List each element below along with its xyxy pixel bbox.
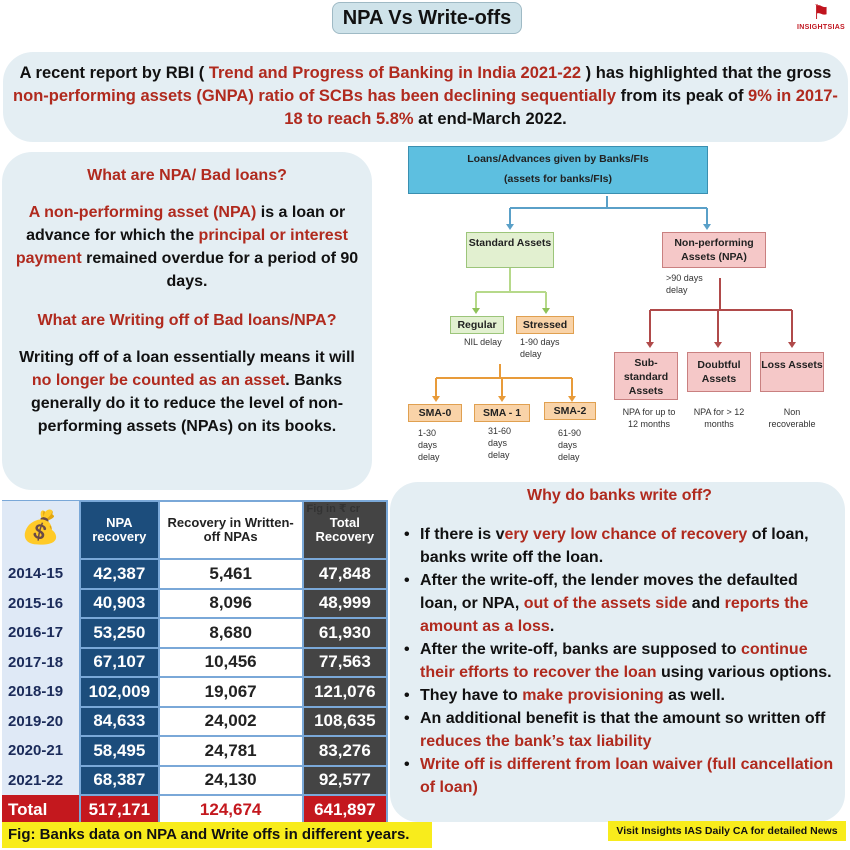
money-bag-icon: 💰 (2, 501, 80, 559)
why-heading: Why do banks write off? (527, 487, 712, 504)
sma1-note: 31-60 days delay (488, 426, 512, 460)
npa-recovery-cell: 40,903 (80, 589, 159, 619)
item-text: An additional benefit is that the amount so written off (420, 710, 826, 727)
npa-definition (8, 201, 366, 293)
total-recovery-cell: 61,930 (303, 618, 387, 648)
year-cell: 2017-18 (2, 648, 80, 678)
total-recovery: 641,897 (303, 795, 387, 825)
written-off-recovery-cell: 24,130 (159, 766, 303, 796)
written-off-recovery-cell: 10,456 (159, 648, 303, 678)
writeoff-definition (8, 346, 366, 438)
npa-recovery-cell: 58,495 (80, 736, 159, 766)
year-cell: 2020-21 (2, 736, 80, 766)
header-written-off-recovery: Recovery in Written-off NPAs (159, 501, 303, 559)
page-title: NPA Vs Write-offs (332, 2, 522, 34)
item-highlight: out of the assets side (523, 595, 688, 612)
table-total-row (2, 795, 387, 825)
npa-recovery-cell: 84,633 (80, 707, 159, 737)
sma0-note: 1-30 days delay (418, 428, 440, 462)
list-item (400, 569, 839, 638)
def-text: is a loan or advance for which the (26, 204, 346, 244)
stressed-note: 1-90 days delay (520, 337, 560, 359)
reasons-list (400, 523, 839, 799)
item-highlight: ery very low chance of recovery (504, 526, 748, 543)
total-recovery-cell: 48,999 (303, 589, 387, 619)
item-highlight: make provisioning (522, 687, 664, 704)
sma0-box: SMA-0 (408, 404, 462, 422)
year-cell: 2021-22 (2, 766, 80, 796)
loss-box: Loss Assets (760, 352, 824, 392)
list-item (400, 707, 839, 753)
total-recovery-cell: 83,276 (303, 736, 387, 766)
total-recovery-cell: 121,076 (303, 677, 387, 707)
substandard-note: NPA for up to 12 months (622, 407, 676, 429)
npa-recovery-cell: 42,387 (80, 559, 159, 589)
logo-text: INSIGHTSIAS (796, 24, 846, 31)
stressed-box: Stressed (516, 316, 574, 334)
written-off-recovery-cell: 19,067 (159, 677, 303, 707)
year-cell: 2016-17 (2, 618, 80, 648)
sma2-box: SMA-2 (544, 402, 596, 420)
npa-recovery-cell: 67,107 (80, 648, 159, 678)
regular-note: NIL delay (464, 337, 502, 347)
table-row (2, 618, 387, 648)
total-label: Total (2, 795, 80, 825)
item-text: using various options. (656, 664, 832, 681)
table-row (2, 707, 387, 737)
table-row (2, 559, 387, 589)
table-row (2, 648, 387, 678)
year-cell: 2019-20 (2, 707, 80, 737)
npa-note: >90 days delay (666, 273, 703, 295)
table-row (2, 766, 387, 796)
year-cell: 2015-16 (2, 589, 80, 619)
intro-text: at end-March 2022. (413, 110, 567, 128)
item-text: If there is v (420, 526, 505, 543)
wo-text: . Banks generally do it to reduce the level of non-performing assets (NPAs) on its books. (30, 372, 344, 435)
insights-logo (795, 2, 847, 42)
list-item (400, 753, 839, 799)
header-npa-recovery: NPA recovery (80, 501, 159, 559)
total-recovery-cell: 47,848 (303, 559, 387, 589)
item-text: After the write-off, the lender moves the defaulted loan, or NPA, (420, 572, 798, 612)
wo-highlight: no longer be counted as an asset (31, 372, 286, 389)
loans-advances-box (408, 146, 708, 194)
total-npa-recovery: 517,171 (80, 795, 159, 825)
item-highlight: continue their efforts to recover the loan (420, 641, 808, 681)
written-off-recovery-cell: 8,096 (159, 589, 303, 619)
item-highlight: reduces the bank’s tax liability (420, 733, 652, 750)
total-recovery-cell: 108,635 (303, 707, 387, 737)
table-row (2, 677, 387, 707)
loss-note: Non recoverable (768, 407, 816, 429)
item-highlight: Write off is different from loan waiver (full cancellation of loan) (420, 756, 834, 796)
table-row (2, 589, 387, 619)
written-off-recovery-cell: 24,781 (159, 736, 303, 766)
item-text: of loan, banks write off the loan. (420, 526, 809, 566)
list-item (400, 684, 839, 707)
table-row (2, 736, 387, 766)
report-name: Trend and Progress of Banking in India 2021-22 (208, 64, 582, 82)
npa-recovery-cell: 102,009 (80, 677, 159, 707)
npa-recovery-cell: 68,387 (80, 766, 159, 796)
written-off-recovery-cell: 8,680 (159, 618, 303, 648)
footer-link[interactable]: Visit Insights IAS Daily CA for detailed News (608, 821, 846, 841)
header-total-recovery: Total Recovery (303, 501, 387, 559)
written-off-recovery-cell: 5,461 (159, 559, 303, 589)
intro-text: from its peak of (616, 87, 749, 105)
regular-box: Regular (450, 316, 504, 334)
year-cell: 2018-19 (2, 677, 80, 707)
list-item (400, 523, 839, 569)
item-text: They have to (420, 687, 523, 704)
total-recovery-cell: 77,563 (303, 648, 387, 678)
ratio-highlight: 9% in 2017-18 to reach 5.8% (284, 87, 838, 128)
gnpa-highlight: non-performing assets (GNPA) ratio of SCBs has been declining sequentially (13, 87, 617, 105)
sma1-box: SMA - 1 (474, 404, 530, 422)
intro-text: ) has highlighted that the gross (581, 64, 832, 82)
sma2-note: 61-90 days delay (558, 428, 582, 462)
item-text: as well. (663, 687, 725, 704)
wo-text: Writing off of a loan essentially means it will (19, 349, 355, 366)
npa-heading: What are NPA/ Bad loans? (87, 167, 287, 184)
standard-assets-box: Standard Assets (466, 232, 554, 268)
npa-recovery-cell: 53,250 (80, 618, 159, 648)
logo-icon: ⚑ (812, 2, 830, 24)
list-item (400, 638, 839, 684)
npa-recovery-table (2, 500, 388, 822)
intro-panel (3, 52, 848, 142)
npa-term: A non-performing asset (NPA) (28, 204, 257, 221)
item-highlight: reports the amount as a loss (420, 595, 809, 635)
item-text: . (549, 618, 555, 635)
loans-subtitle: (assets for banks/FIs) (504, 173, 612, 185)
table-unit: Fig in ₹ cr (306, 503, 360, 515)
def-text: remained overdue for a period of 90 days. (81, 250, 359, 290)
intro-text: A recent report by RBI ( (19, 64, 209, 82)
item-text: and (687, 595, 725, 612)
why-write-off-panel (390, 482, 845, 822)
total-recovery-cell: 92,577 (303, 766, 387, 796)
recovery-table (2, 500, 388, 826)
substandard-box: Sub-standard Assets (614, 352, 678, 400)
year-cell: 2014-15 (2, 559, 80, 589)
principal-term: principal or interest payment (15, 227, 348, 267)
npa-definition-panel (2, 152, 372, 490)
figure-caption: Fig: Banks data on NPA and Write offs in different years. (2, 822, 432, 848)
loan-classification-diagram (400, 146, 845, 471)
doubtful-note: NPA for > 12 months (693, 407, 745, 429)
writeoff-heading: What are Writing off of Bad loans/NPA? (37, 312, 337, 329)
total-written-off-recovery: 124,674 (159, 795, 303, 825)
item-text: After the write-off, banks are supposed to (420, 641, 741, 658)
written-off-recovery-cell: 24,002 (159, 707, 303, 737)
npa-assets-box: Non-performing Assets (NPA) (662, 232, 766, 268)
doubtful-box: Doubtful Assets (687, 352, 751, 392)
loans-title: Loans/Advances given by Banks/FIs (467, 153, 649, 165)
